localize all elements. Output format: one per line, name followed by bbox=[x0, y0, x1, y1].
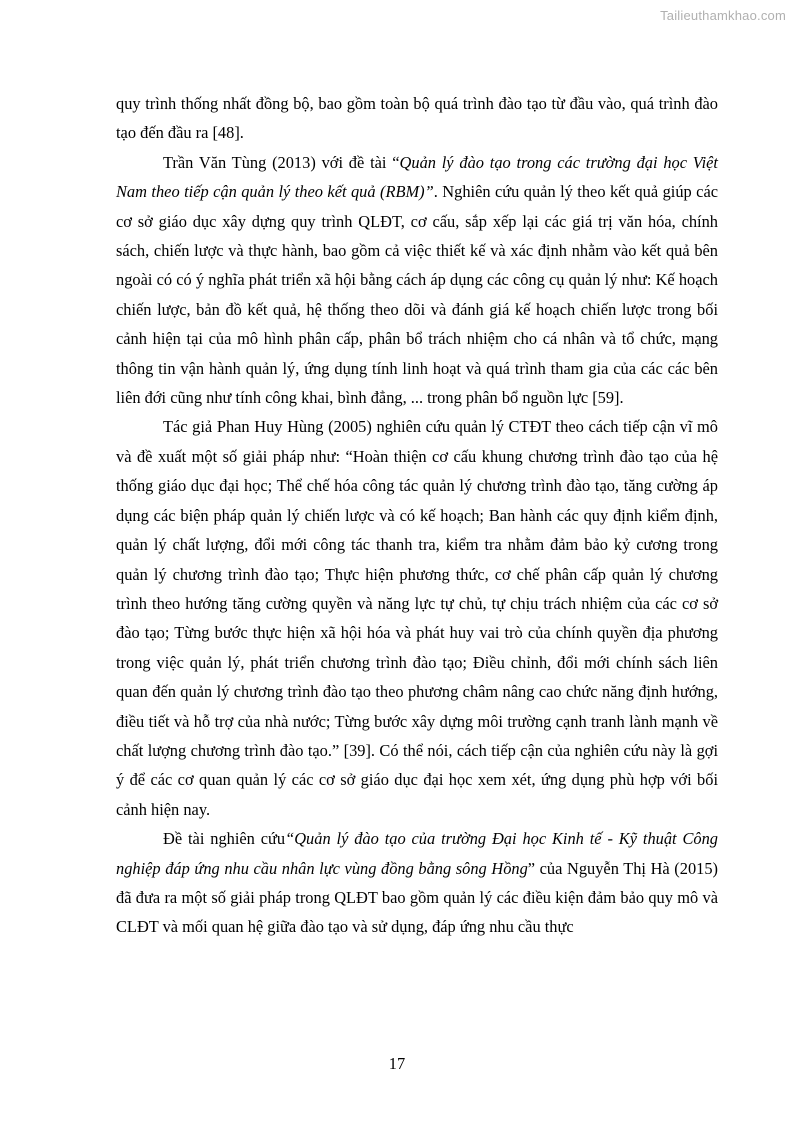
paragraph-4-rest: ” của Nguyễn Thị Hà (2015) đã đưa ra một số giải pháp trong QLĐT bao gồm quản lý các điều kiện đảm bảo quy mô và CLĐT và mối quan hệ giữa đào tạo và sử dụng, đáp ứng nhu cầu thực bbox=[116, 858, 718, 937]
paragraph-4-title: “Quản lý đào tạo của trường Đại học Kinh tế - Kỹ thuật Công nghiệp đáp ứng nhu cầu nhân lực vùng đồng bằng sông Hồng bbox=[116, 829, 718, 878]
watermark-text: Tailieuthamkhao.com bbox=[660, 8, 786, 23]
paragraph-2-title: Quản lý đào tạo trong các trường đại học Việt Nam theo tiếp cận quản lý theo kết quả (RBM)” bbox=[116, 152, 718, 202]
document-body bbox=[116, 89, 718, 942]
paragraph-2-rest: . Nghiên cứu quản lý theo kết quả giúp các cơ sở giáo dục xây dựng quy trình QLĐT, cơ cấu, sắp xếp lại các giá trị văn hóa, chính sách, chiến lược và thực hành, bao gồm cả việc thiết kế và xác định nhằm vào kết quả bên ngoài có có ý nghĩa phát triển xã hội bằng cách áp dụng các công cụ quản lý như: Kế hoạch chiến lược, bản đồ kết quả, hệ thống theo dõi và đánh giá kế hoạch chiến lược trong bối cảnh hiện tại của mô hình phân cấp, phân bổ trách nhiệm cho cá nhân và tổ chức, mạng thông tin vận hành quản lý, ứng dụng tính linh hoạt và quá trình tham gia của các các bên liên đới cũng như tính công khai, bình đẳng, ... trong phân bổ nguồn lực [59]. bbox=[116, 182, 718, 408]
paragraph-2-lead: Trần Văn Tùng (2013) với đề tài “ bbox=[163, 152, 400, 172]
paragraph-4-lead: Đề tài nghiên cứu bbox=[163, 829, 286, 849]
paragraph-4 bbox=[116, 824, 718, 942]
paragraph-3: Tác giả Phan Huy Hùng (2005) nghiên cứu quản lý CTĐT theo cách tiếp cận vĩ mô và đề xuất một số giải pháp như: “Hoàn thiện cơ cấu khung chương trình đào tạo của hệ thống giáo dục đại học; Thể chế hóa công tác quản lý chương trình đào tạo, tăng cường áp dụng các biện pháp quản lý chiến lược và có kế hoạch; Ban hành các quy định kiểm định, quản lý chất lượng, đổi mới công tác thanh tra, kiểm tra nhằm đảm bảo kỷ cương trong quản lý chương trình đào tạo; Thực hiện phương thức, cơ chế phân cấp quản lý chương trình theo hướng tăng cường quyền và năng lực tự chủ, tự chịu trách nhiệm của các cơ sở đào tạo; Từng bước thực hiện xã hội hóa và phát huy vai trò của chính quyền địa phương trong việc quản lý, phát triển chương trình đào tạo; Điều chỉnh, đổi mới chính sách liên quan đến quản lý chương trình đào tạo theo phương châm nâng cao chức năng định hướng, điều tiết và hỗ trợ của nhà nước; Từng bước xây dựng môi trường cạnh tranh lành mạnh về chất lượng chương trình đào tạo.” [39]. Có thể nói, cách tiếp cận của nghiên cứu này là gợi ý để các cơ quan quản lý các cơ sở giáo dục đại học xem xét, ứng dụng phù hợp với bối cảnh hiện nay. bbox=[116, 417, 718, 819]
paragraph-2 bbox=[116, 148, 718, 413]
paragraph-1: quy trình thống nhất đồng bộ, bao gồm toàn bộ quá trình đào tạo từ đầu vào, quá trình đào tạo đến đầu ra [48]. bbox=[116, 94, 718, 143]
page-number: 17 bbox=[388, 1054, 406, 1073]
